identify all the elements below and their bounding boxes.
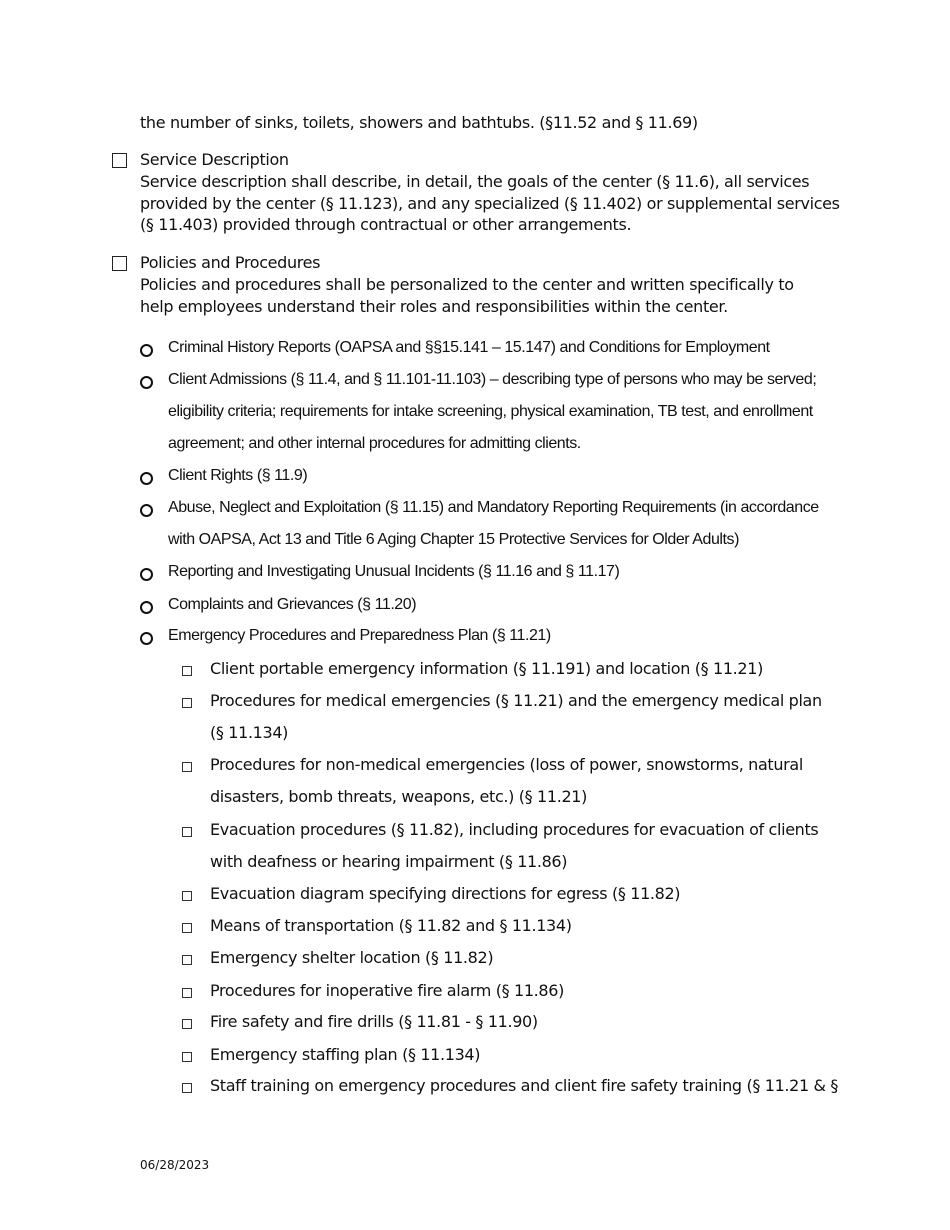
checkbox-icon[interactable] bbox=[182, 1083, 192, 1093]
service-description-checkbox[interactable] bbox=[112, 153, 127, 168]
bullet-circle-icon bbox=[140, 504, 153, 517]
emergency-item-text: Emergency shelter location (§ 11.82) bbox=[210, 948, 494, 967]
policy-item-text: Emergency Procedures and Preparedness Plan (§ 11.21) bbox=[168, 627, 551, 644]
emergency-item-text: Staff training on emergency procedures and client fire safety training (§ 11.21 & § bbox=[210, 1076, 839, 1095]
policy-item-text: Abuse, Neglect and Exploitation (§ 11.15) and Mandatory Reporting Requirements (in accordance with OAPSA, Act 13 and Title 6 Aging Chapter 15 Protective Services for Older Adults) bbox=[168, 499, 819, 548]
bullet-circle-icon bbox=[140, 472, 153, 485]
emergency-item-text: Client portable emergency information (§ 11.191) and location (§ 11.21) bbox=[210, 659, 763, 678]
checkbox-icon[interactable] bbox=[182, 698, 192, 708]
policy-item-text: Complaints and Grievances (§ 11.20) bbox=[168, 596, 417, 613]
bullet-circle-icon bbox=[140, 601, 153, 614]
policy-item-text: Criminal History Reports (OAPSA and §§15.141 – 15.147) and Conditions for Employment bbox=[168, 339, 770, 356]
emergency-item-text: Evacuation procedures (§ 11.82), including procedures for evacuation of clients with deafness or hearing impairment (§ 11.86) bbox=[210, 820, 819, 871]
emergency-item-text: Procedures for medical emergencies (§ 11.21) and the emergency medical plan (§ 11.134) bbox=[210, 691, 822, 742]
checkbox-icon[interactable] bbox=[182, 923, 192, 933]
continuation-text: the number of sinks, toilets, showers and bathtubs. (§11.52 and § 11.69) bbox=[140, 113, 698, 132]
checkbox-icon[interactable] bbox=[182, 762, 192, 772]
checkbox-icon[interactable] bbox=[182, 988, 192, 998]
section-title-service-description: Service Description bbox=[140, 150, 289, 169]
bullet-circle-icon bbox=[140, 376, 153, 389]
emergency-item-text: Fire safety and fire drills (§ 11.81 - § 11.90) bbox=[210, 1012, 538, 1031]
section-body-policies-procedures: Policies and procedures shall be personalized to the center and written specifically to help employees understand their roles and responsibilities within the center. bbox=[140, 275, 794, 316]
checkbox-icon[interactable] bbox=[182, 666, 192, 676]
emergency-item-text: Procedures for inoperative fire alarm (§ 11.86) bbox=[210, 981, 564, 1000]
policy-item-text: Reporting and Investigating Unusual Incidents (§ 11.16 and § 11.17) bbox=[168, 563, 620, 580]
footer-date: 06/28/2023 bbox=[140, 1158, 210, 1172]
checkbox-icon[interactable] bbox=[182, 1052, 192, 1062]
checkbox-icon[interactable] bbox=[182, 955, 192, 965]
bullet-circle-icon bbox=[140, 632, 153, 645]
emergency-item-text: Procedures for non-medical emergencies (loss of power, snowstorms, natural disasters, bomb threats, weapons, etc.) (§ 11.21) bbox=[210, 755, 803, 806]
policy-item-text: Client Admissions (§ 11.4, and § 11.101-11.103) – describing type of persons who may be served; eligibility criteria; requirements for intake screening, physical examination, TB test, and enrollment agreement; and other internal procedures for admitting clients. bbox=[168, 371, 817, 452]
bullet-circle-icon bbox=[140, 568, 153, 581]
checkbox-icon[interactable] bbox=[182, 891, 192, 901]
bullet-circle-icon bbox=[140, 344, 153, 357]
checkbox-icon[interactable] bbox=[182, 827, 192, 837]
checkbox-icon[interactable] bbox=[182, 1019, 192, 1029]
emergency-item-text: Emergency staffing plan (§ 11.134) bbox=[210, 1045, 481, 1064]
emergency-item-text: Means of transportation (§ 11.82 and § 11.134) bbox=[210, 916, 572, 935]
policies-procedures-checkbox[interactable] bbox=[112, 256, 127, 271]
section-body-service-description: Service description shall describe, in detail, the goals of the center (§ 11.6), all services provided by the center (§ 11.123), and any specialized (§ 11.402) or supplemental services (§ 11.403) provided through contractual or other arrangements. bbox=[140, 172, 840, 234]
emergency-item-text: Evacuation diagram specifying directions for egress (§ 11.82) bbox=[210, 884, 681, 903]
section-title-policies-procedures: Policies and Procedures bbox=[140, 253, 321, 272]
policy-item-text: Client Rights (§ 11.9) bbox=[168, 467, 308, 484]
